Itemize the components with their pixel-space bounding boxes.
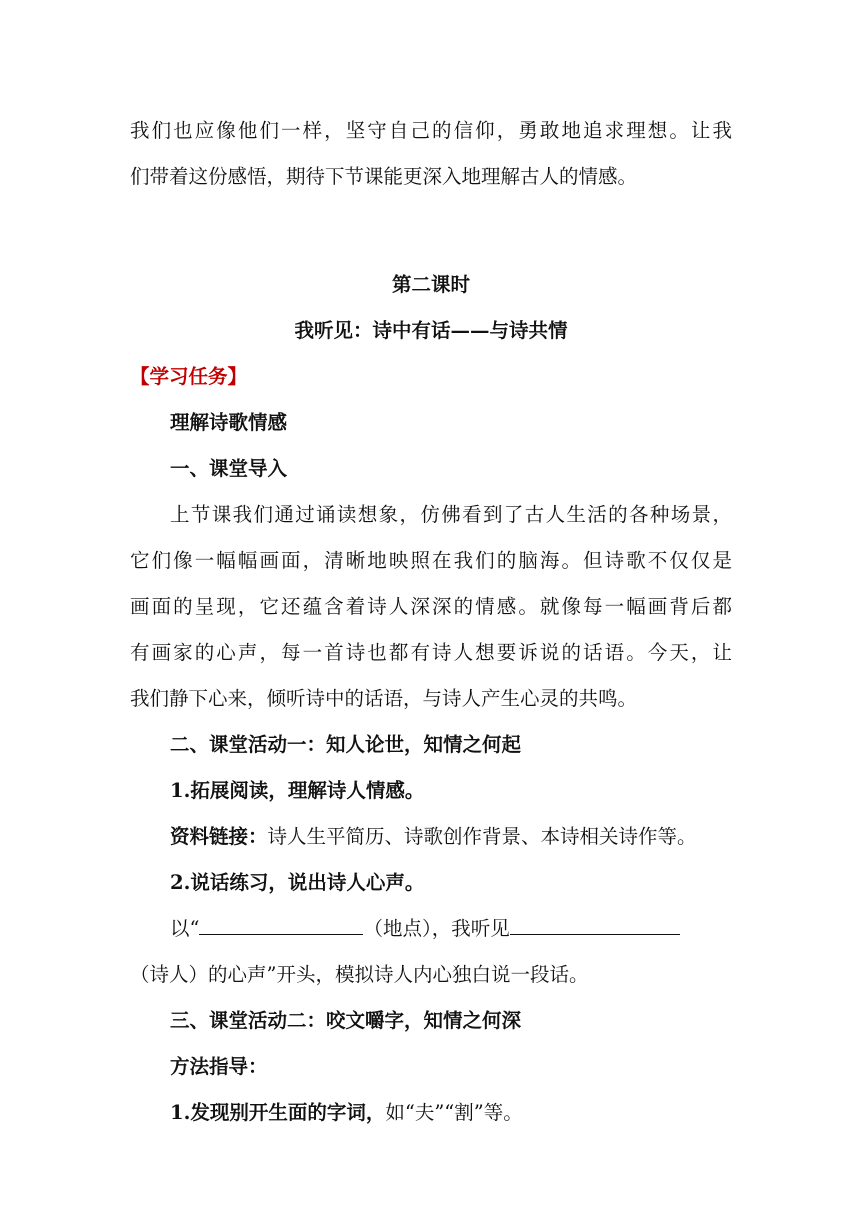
resource-label: 资料链接：	[170, 825, 268, 848]
blank-poet	[510, 916, 680, 935]
prompt-line-1	[130, 906, 732, 952]
lesson-title: 第二课时	[391, 273, 470, 296]
intro-line-1: 我们也应像他们一样，坚守自己的信仰，勇敢地追求理想。让我	[130, 119, 732, 142]
section2-heading: 二、课堂活动一：知人论世，知情之何起	[170, 733, 522, 756]
section1-line-5: 我们静下心来，倾听诗中的话语，与诗人产生心灵的共鸣。	[130, 687, 638, 710]
task-goal: 理解诗歌情感	[170, 411, 288, 434]
section1-line-1: 上节课我们通过诵读想象，仿佛看到了古人生活的各种场景，	[170, 503, 732, 526]
intro-line-2: 们带着这份感悟，期待下节课能更深入地理解古人的情感。	[130, 165, 638, 188]
section2-item-2: 2.说话练习，说出诗人心声。	[170, 871, 425, 894]
item1-rest: 如“夫”“割”等。	[385, 1101, 523, 1124]
section3-heading: 三、课堂活动二：咬文嚼字，知情之何深	[170, 1009, 522, 1032]
section3-item-1	[130, 1090, 732, 1136]
prompt-pre: 以“	[170, 917, 200, 940]
section1-line-3: 画面的呈现，它还蕴含着诗人深深的情感。就像每一幅画背后都	[130, 595, 732, 618]
section1-line-4: 有画家的心声，每一首诗也都有诗人想要诉说的话语。今天，让	[130, 641, 732, 664]
section1-line-2: 它们像一幅幅画面，清晰地映照在我们的脑海。但诗歌不仅仅是	[130, 549, 732, 572]
resource-line	[130, 814, 732, 860]
resource-text: 诗人生平简历、诗歌创作背景、本诗相关诗作等。	[267, 825, 697, 848]
item1-bold: 1.发现别开生面的字词，	[170, 1101, 386, 1124]
lesson-subtitle: 我听见：诗中有话——与诗共情	[294, 319, 568, 342]
prompt-mid: （地点），我听见	[363, 917, 510, 940]
section1-heading: 一、课堂导入	[170, 457, 288, 480]
method-label: 方法指导：	[170, 1055, 268, 1078]
section2-item-1: 1.拓展阅读，理解诗人情感。	[170, 779, 425, 802]
document-body	[130, 108, 732, 1136]
blank-place	[199, 916, 363, 935]
task-label: 【学习任务】	[130, 365, 248, 388]
prompt-line-2: （诗人）的心声”开头，模拟诗人内心独白说一段话。	[130, 963, 589, 986]
